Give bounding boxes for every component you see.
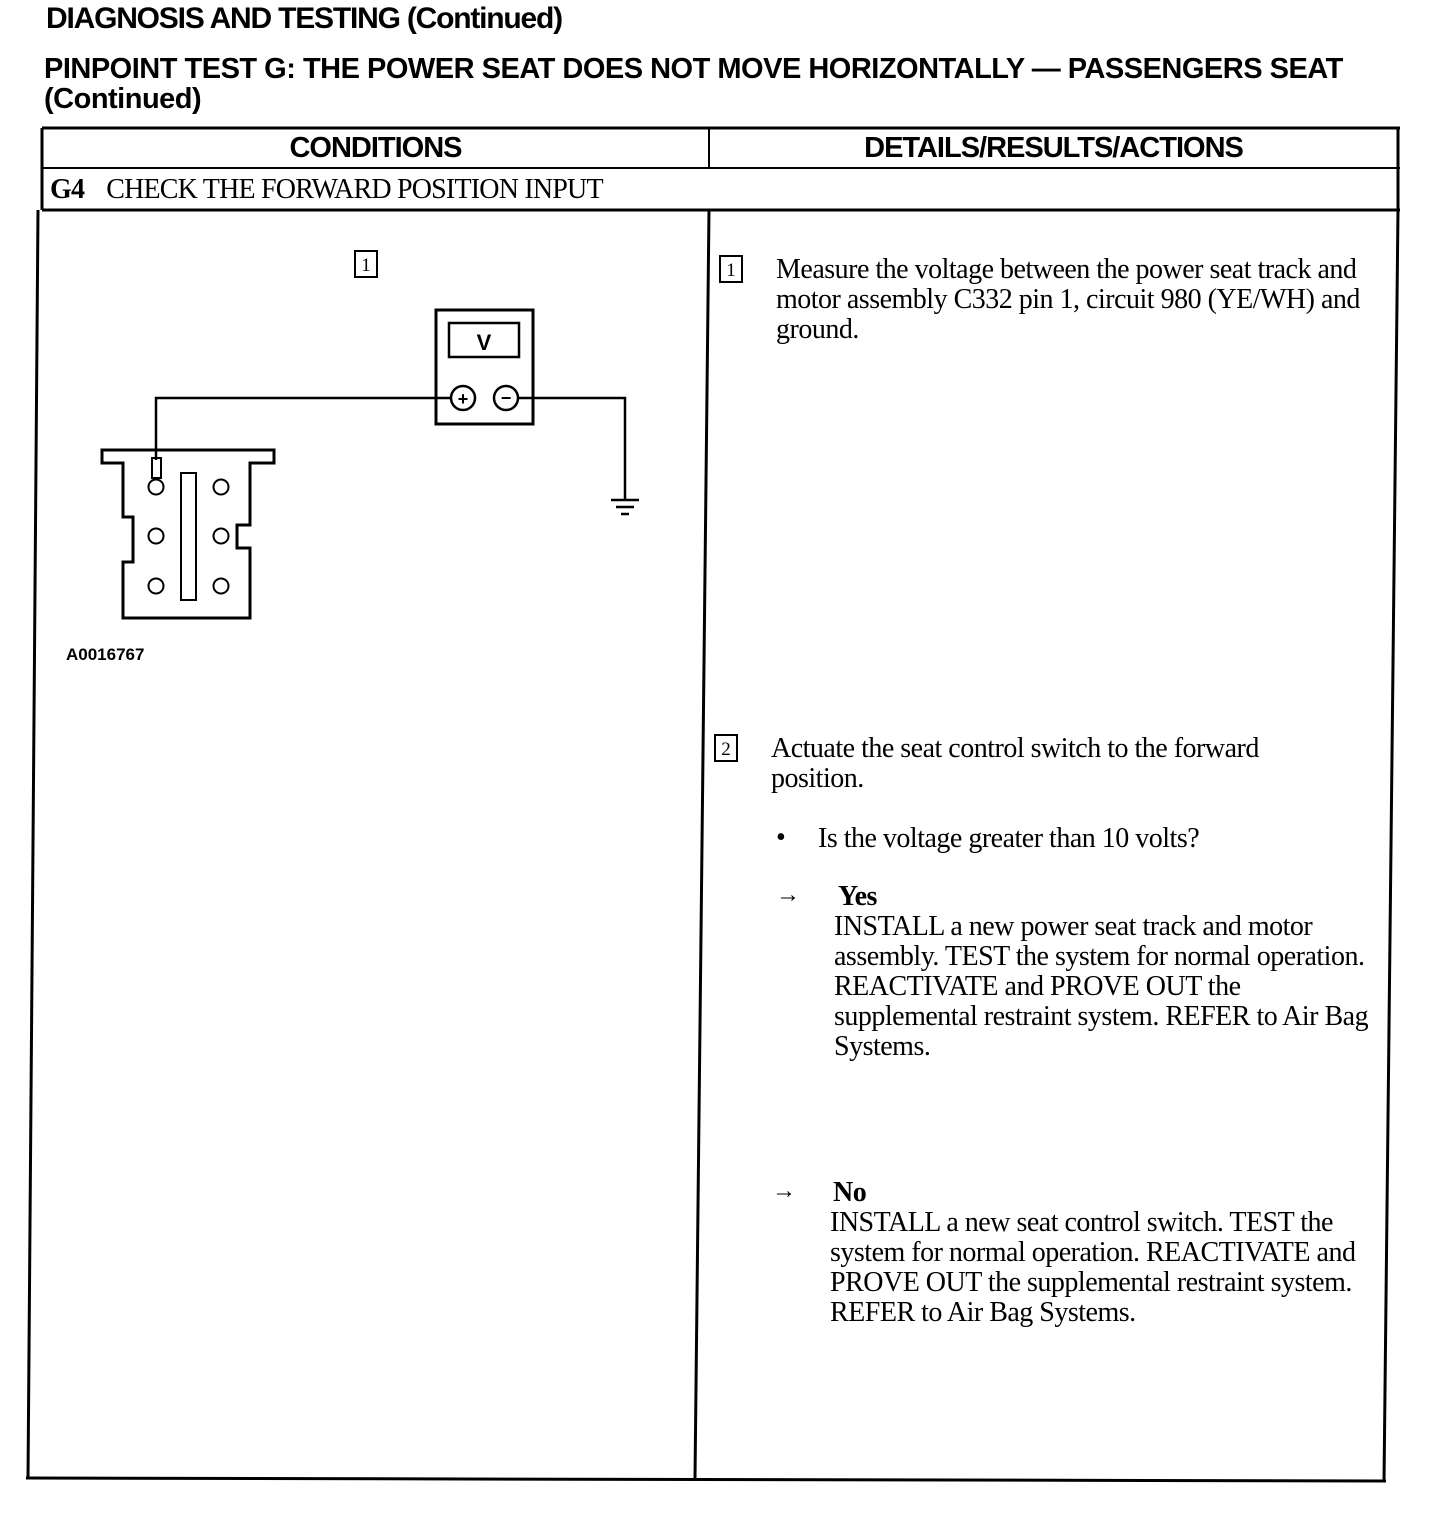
step-1-text: Measure the voltage between the power seat track and motor assembly C332 pin 1, circuit 980 (YE/WH) and ground. xyxy=(776,254,1360,345)
connector-pin xyxy=(214,579,229,594)
no-label: No xyxy=(833,1177,867,1208)
yes-action-text: INSTALL a new power seat track and motor assembly. TEST the system for normal operation. REACTIVATE and PROVE OUT the supplemental restraint system. REFER to Air Bag Systems. xyxy=(834,911,1369,1062)
step-2-text: Actuate the seat control switch to the forward position. xyxy=(771,733,1259,794)
step-1-number: 1 xyxy=(719,255,743,283)
step-code: G4 xyxy=(50,174,85,205)
meter-label: V xyxy=(476,330,492,355)
connector-pin xyxy=(214,529,229,544)
column-header-details: DETAILS/RESULTS/ACTIONS xyxy=(864,132,1243,164)
minus-symbol: − xyxy=(500,388,512,408)
question-text: Is the voltage greater than 10 volts? xyxy=(818,823,1200,854)
connector-pin xyxy=(149,529,164,544)
column-header-conditions: CONDITIONS xyxy=(289,132,462,164)
yes-arrow-icon: → xyxy=(776,882,800,908)
connector-pin xyxy=(149,579,164,594)
connector-pin-1 xyxy=(149,480,164,495)
step-title: CHECK THE FORWARD POSITION INPUT xyxy=(106,174,603,205)
step-2-number: 2 xyxy=(714,734,738,762)
ground-icon xyxy=(611,500,639,514)
probe-tip xyxy=(152,458,161,478)
page-header: DIAGNOSIS AND TESTING (Continued) xyxy=(46,2,562,35)
bullet-icon: • xyxy=(776,822,786,853)
yes-label: Yes xyxy=(838,881,877,912)
figure-id: A0016767 xyxy=(66,645,145,664)
connector-c332-icon xyxy=(102,450,274,618)
connector-pin xyxy=(214,480,229,495)
plus-symbol: + xyxy=(457,389,469,409)
pinpoint-test-title: PINPOINT TEST G: THE POWER SEAT DOES NOT MOVE HORIZONTALLY — PASSENGERS SEAT (Continued) xyxy=(44,53,1343,115)
no-action-text: INSTALL a new seat control switch. TEST the system for normal operation. REACTIVATE and PROVE OUT the supplemental restraint system. REFER to Air Bag Systems. xyxy=(830,1207,1356,1328)
no-arrow-icon: → xyxy=(772,1178,796,1204)
connector-latch xyxy=(181,473,196,600)
figure-callout-1: 1 xyxy=(354,250,378,278)
